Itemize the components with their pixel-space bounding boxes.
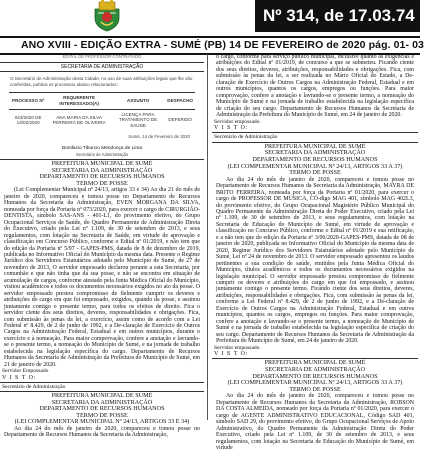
date-line: Sumé, 14 de Fevereiro de 2020 [128,133,190,139]
table-cell: ANA MARIA DA SILVA FERREIRA DE OLIVEIRA [52,114,106,125]
divider [0,382,204,383]
doc-heading: TERMO DE POSSE [289,385,341,393]
table-header: ASSUNTO [111,93,165,110]
doc-heading: SECRETARIA DA ADMINISTRAÇÃO [51,398,153,406]
doc-heading: PREFEITURA MUNICIPAL DE SUMÉ [264,142,366,150]
column-divider [207,54,208,420]
doc-body [0,187,204,368]
secretaria-heading: SECRETARIA DE ADMINISTRAÇÃO [0,62,204,72]
edition-header-bar [0,36,424,55]
signature-role: Secretário de Administração [75,151,129,157]
table-header-row [9,93,195,110]
doc-heading: SECRETARIA DE ADMINISTRAÇÃO [264,366,366,373]
doc-heading: DEPARTAMENTO DE RECURSOS HUMANOS [252,372,378,380]
doc-law-reference: (LEI COMPLEMENTAR MUNICIPAL Nº 24/13, ARTIGOS 33 A 37) [227,379,403,387]
notice-tiny-heading: EDITAL DE PROFESSOR CONTRATADO [62,54,142,59]
table-cell: 043/2020 DE 14/02/2020 [14,114,42,125]
table-cell: DEFERIDO [168,117,193,123]
edition-title-line: ANO XVIII - EDIÇÃO EXTRA - SUMÉ (PB) 14 DE FEVEREIRO de 2020 pág. 01- 03 [21,39,424,51]
table-header: PROCESSO Nº [9,93,47,110]
table-cell: LICENÇA PARA TRATAMENTO DE SAÚDE [118,112,158,128]
doc-heading: TERMO DE POSSE [76,179,128,187]
doc-body [212,54,418,119]
edition-number-box [255,0,420,32]
doc-law-reference: (LEI COMPLEMENTAR MUNICIPAL Nº 24/13, ARTIGOS 33 E 34) [14,418,190,426]
signed-label: Servidor Empossado [2,368,49,375]
table-row [9,110,195,130]
doc-body [0,426,204,439]
doc-heading: DEPARTAMENTO DE RECURSOS HUMANOS [252,155,378,163]
doc-heading: PREFEITURA MUNICIPAL DE SUMÉ [51,392,153,400]
doc-paragraph: Ao dia 24 do mês de janeiro de 2020, compareceu e tomou posse no Departamento de Recursos Humanos da Secretaria da Administração, MAYRA DE BRITO FERREIRA, nomeada por força da Portaria nº 01/2020, para exercer o cargo de PROFESSOR DE MÚSICA, CÓ-digo MAG 401, símbolo MAG 402L3, do provimento efetivo, do Grupo Ocupacional Magistério Público Municipal do Quadro Permanente da Administração Direta do Poder Executivo, criado pela Lei nº 1.109, de 30 de setembro de 2013, e seus regulamentos, com lotação na Secretaria de Educação do Município de Sumé, em virtude de aprovação e classificação no Concurso Público, conforme o Edital nº 01/2019 e sua retificação, e a não tem que do edição da Portaria nº 3/06/2020-GAPES-PMS, datada de 08 de janeiro de 2020, publicada no Informativo Oficial do Município da mesma data de 2020, Regime Jurídico dos Servidores Estatutários adotado pelo Município de Sumé, Lei nº 24 de novembro de 2013. O servidor empossado apresentou os laudos pertinentes a sua condição de saúde, emitidos pela Junta Médica Oficial do Município, títulos acadêmicos e todos os documentos necessários exigidos na legislação municipal. O servidor empossado prestou compromisso de fielmente cumprir os deveres e atribuições do cargo em que foi empossado, e assinou juntamente comigo o presente termo. Ficando ciente dos seus direitos, deveres, atribuições, responsabilidades e obrigações. Fica, com submissão às penas da lei, conforme a Lei Federal nº 8.429, de 2 de junho de 1992, e a De-claração de Exercício de Outros Cargos na Administração Federal, Estadual e em outros municípios, quantos os cargos, empregos ou funções. Para maior comprovação, confere a anotação e lavrando-se o presente termo, a nomeação do Município de Sumé e na jornada de trabalho estabelecida na legislação específica de criação do seu cargo. Departamento de Recursos Humanos da Secretaria de Administração da Prefeitura do Município de Sumé, em 24 de janeiro de 2020. [216,176,414,345]
doc-body [212,393,418,451]
doc-heading: SECRETARIA DA ADMINISTRAÇÃO [264,149,366,157]
signature-name: Bonifacio Tiburcio Mendonça de Lima [62,145,142,151]
doc-heading: PREFEITURA MUNICIPAL DE SUMÉ [264,359,366,367]
table-header: REQUERENTE INTERESSADO(A) [47,93,111,110]
doc-paragraph: o cargo, conforme para serviço público municipal, inclusive quanto às exigências e atribuições do Edital nº 01/2019, de concurso a que se submeteu. Ficando ciente dos seus direitos, deveres, atribuições, responsabilidades e obrigações. Fica, com submissão às penas da lei, a ser realizada no Mário Oficial do Estado, a De-claração de Exercício de Outros Cargos na Administração Federal, Estadual e em outros municípios, quantos os cargos, empregos ou funções. Para maior comprovação, confere a anotação e lavrando-se o presente termo, a nomeação do Município de Sumé e na jornada de trabalho estabelecida na legislação específica de criação do seu cargo. Departamento de Recursos Humanos da Secretaria de Administração da Prefeitura do Município de Sumé, em 24 de janeiro de 2020. [216,54,414,119]
table-header: DESPACHO [165,93,195,110]
visto-label: V I S T O: [214,350,249,357]
doc-heading: TERMO DE POSSE [76,411,128,419]
intro-paragraph: O Secretário de Administração desta Cidade, no uso de suas atribuições legais que lhe são conferidas, publica os processos abaixo relacionados: [10,76,193,87]
doc-heading: PREFEITURA MUNICIPAL DE SUMÉ [51,160,153,168]
doc-paragraph: Ao dia 24 do mês de janeiro de 2020, compareceu e tomou posse no Departamento de Recursos Humanos da Secretaria da Administração, [4,426,200,439]
visto-label: V I S T O: [2,374,37,381]
secretaria-label: Secretário de Administração [214,134,278,141]
right-column [212,54,418,451]
doc-body [212,177,418,345]
secretaria-label: Secretário de Administração [2,383,66,390]
doc-paragraph: (Lei Complementar Municipal nº 24/13, artigos 33 e 34) Ao dia 21 do mês de janeiro de 2020, compareceu e tomou posse no Departamento de Recursos Humanos da Secretaria da Administração, EVEN MORGANA DA SILVA, nomeada por força da Portaria nº 073/2020, para exercer o cargo de CIRURGIÃO-DENTISTA, símbolo SAS-ANS - 401-L1, do provimento efetivo, do Grupo Ocupacional Serviços de Saúde, do Quadro Permanente de Administração Direta do Executivo, criado pela Lei nº 1.109, de 30 de setembro de 2013, e seus regulamentos, com lotação na Secretaria de Saúde, em virtude de aprovação e classificação em Concurso Público, conforme o Edital nº 01/2019, e não tem que do edição da Portaria nº 5/97 - GAPES-PMS, datada de 8 de dezembro de 2019, publicada no Informativo Oficial do Município da mesma data. Presente o Regime Jurídico dos Servidores Estatutários adotado pelo Município de Sumé, de 27 de novembro de 2013, O servidor empossado declarou perante a esta Secretaria, por comunhão e que não tinha que da sua posse, e não se encontra em situação de acumulação de cargos, conforme atestado pela Junta Médica Oficial do Município, visitou acadêmicos e todos os documentos necessários exigidos no ato da posse. O servidor empossado prestou compromisso de fielmente cumprir os deveres e atribuições do cargo em que foi empossado, exigidos, quando da posse, e assinou juntamente comigo o presente termo, para todos os efeitos de direito. Fica o servidor ciente dos seus direitos, deveres, responsabilidades e obrigações. Fica, com submissão às penas da lei, a exercício, assim como de acordo com a Lei Federal nº 8.429, de 2 de junho de 1992, e a De-claração de Exercício de Outros Cargos na Administração Federal, Estadual e em outros municípios, durante o exercício e à nomeação. Para maior comprovação, confere a anotação e lavrando-se o presente termo, a nomeação do Município de Sumé, e na jornada de trabalho estabelecida na legislação específica do cargo. Departamento de Recursos Humanos da Secretaria de Administração da Prefeitura do Município de Sumé, em 21 de janeiro de 2020. [4,187,200,368]
visto-label: V I S T O: [214,124,249,131]
doc-paragraph: Ao dia 24 do mês de janeiro de 2020, compareceu e tomou posse no Departamento de Recursos Humanos da Secretaria da Administração, ROBSON DA COSTA ALMEIDA, nomeado por força da Portaria nº 01/2020, para exercer o cargo de AGENTE ADMINISTRATIVO EDUCACIONAL, Código SAD 401, símbolo SAD 29, do provimento efetivo, do Grupo Ocupacional Serviços de Apoio Administrativo, do Quadro Permanente da Administração Direta do Poder Executivo, criado pela Lei nº 1.109, de 30 de setembro de 2013, e seus regulamentos, com lotação na Secretaria de Educação do Município de Sumé, em virtude [216,393,414,451]
masthead [0,0,420,34]
signed-label: Servidor empossado [214,344,260,351]
doc-heading: SECRETARIA DA ADMINISTRAÇÃO [51,166,153,174]
doc-heading: DEPARTAMENTO DE RECURSOS HUMANOS [39,405,165,413]
doc-law-reference: (LEI COMPLEMENTAR MUNICIPAL Nº 24/13, ARTIGOS 33 A 37) [227,162,403,170]
municipal-coat-of-arms-icon [92,0,122,32]
process-table [9,92,195,130]
doc-heading: TERMO DE POSSE [289,169,341,177]
left-column [0,54,204,439]
signed-label: Servidor empossado [214,118,260,125]
edition-number: Nº 314, de 17.03.74 [263,6,415,25]
doc-heading: DEPARTAMENTO DE RECURSOS HUMANOS [39,173,165,181]
divider [212,132,418,133]
